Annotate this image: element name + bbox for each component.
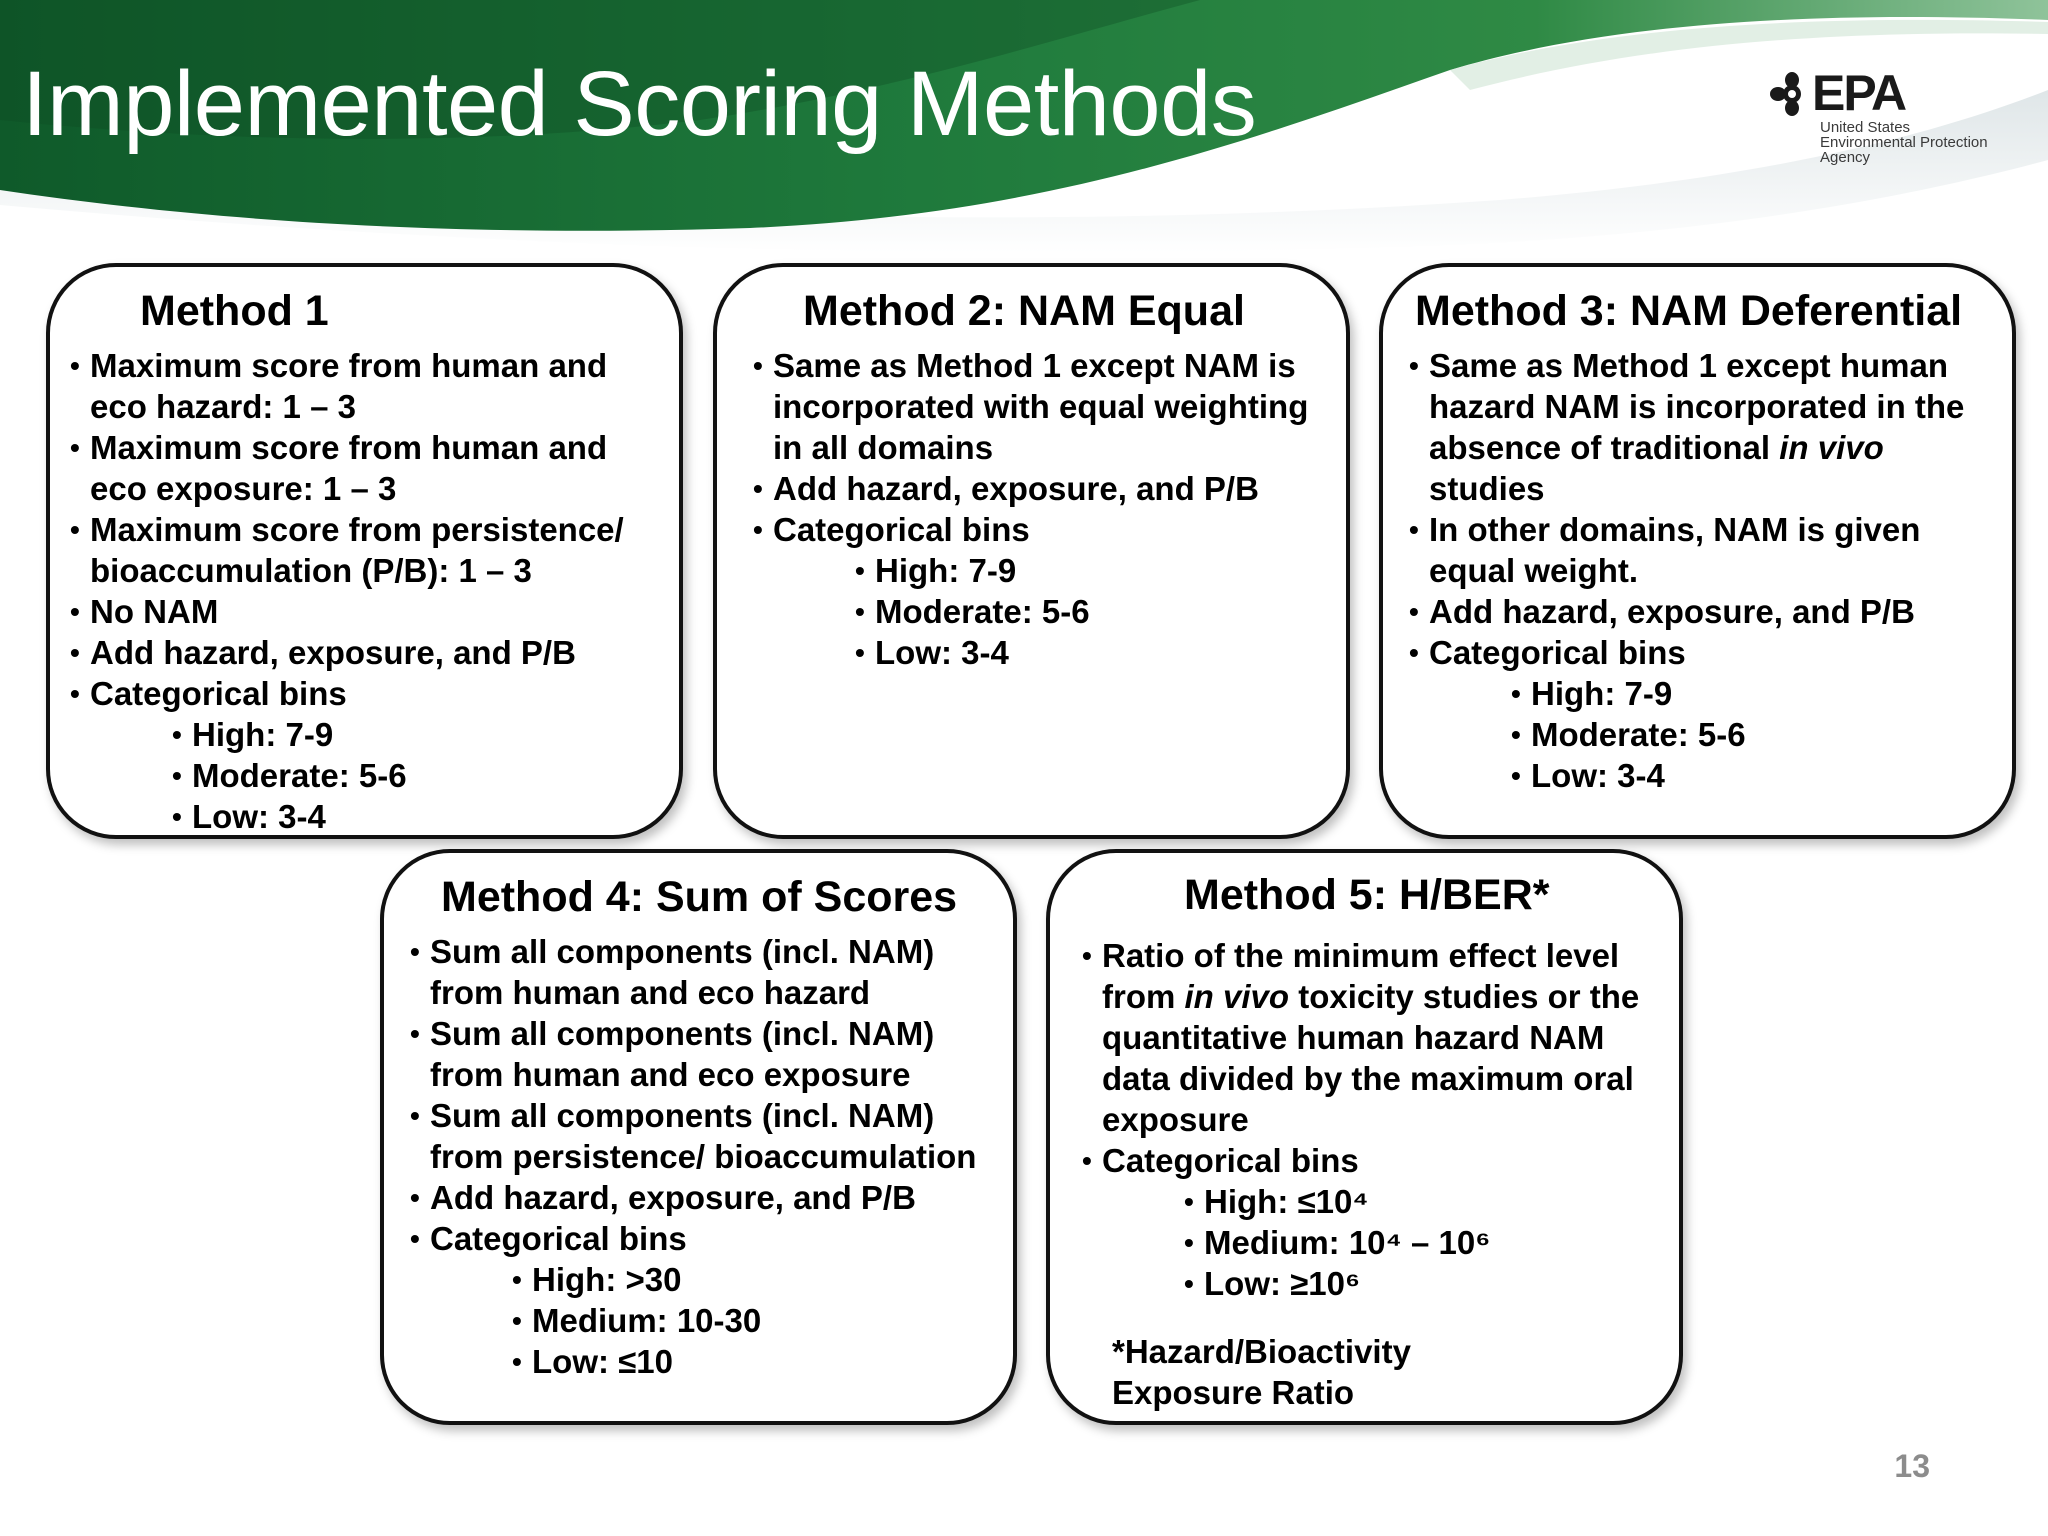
- sub-bullet: • High: 7-9: [855, 550, 1343, 591]
- method-5-title: Method 5: H/BER*: [1184, 871, 1550, 919]
- bullet: • Sum all components (incl. NAM) from persistence/ bioaccumulation: [410, 1095, 1010, 1177]
- method-2-box: [713, 263, 1350, 839]
- epa-flower-icon: [1770, 72, 1814, 116]
- bullet: • Categorical bins: [410, 1218, 1010, 1259]
- page-number: 13: [1894, 1448, 1930, 1484]
- slide-title: Implemented Scoring Methods: [22, 53, 1257, 155]
- sub-bullet: • Medium: 10-30: [512, 1300, 1010, 1341]
- method-1-bullets: [70, 345, 670, 837]
- bullet: • Maximum score from human and eco hazard: 1 – 3: [70, 345, 670, 427]
- sub-bullet: • High: 7-9: [1511, 673, 1999, 714]
- bullet: • Categorical bins: [753, 509, 1343, 550]
- sub-bullet: • Low: 3-4: [172, 796, 670, 837]
- epa-line-3: Agency: [1820, 149, 1871, 166]
- bullet: • Maximum score from human and eco exposure: 1 – 3: [70, 427, 670, 509]
- sub-bullet: • High: ≤10⁴: [1184, 1181, 1662, 1222]
- bullet-text: studies: [1429, 470, 1545, 507]
- sub-bullet: • Moderate: 5-6: [855, 591, 1343, 632]
- epa-line-2: Environmental Protection: [1820, 134, 1988, 151]
- bullet: • Categorical bins: [1409, 632, 1999, 673]
- sub-bullet: • Low: ≥10⁶: [1184, 1263, 1662, 1304]
- epa-wordmark: EPA: [1812, 65, 1906, 121]
- method-4-title: Method 4: Sum of Scores: [441, 873, 958, 921]
- method-1-box: [46, 263, 683, 839]
- method-2-title: Method 2: NAM Equal: [803, 287, 1245, 335]
- method-3-bullets: [1409, 345, 1999, 796]
- method-3-box: [1379, 263, 2016, 839]
- in-vivo-italic: in vivo: [1779, 429, 1884, 466]
- bullet-text: toxicity studies or the quantitative human hazard NAM data divided by the maximum oral exposure: [1102, 978, 1640, 1138]
- bullet-text: Same as Method 1 except human hazard NAM is incorporated in the absence of traditional: [1429, 347, 1965, 466]
- sub-bullet: • High: >30: [512, 1259, 1010, 1300]
- method-5-footnote: *Hazard/Bioactivity Exposure Ratio: [1112, 1333, 1411, 1411]
- method-4-bullets: [410, 931, 1010, 1382]
- epa-logo: [1770, 65, 2010, 170]
- bullet: • Add hazard, exposure, and P/B: [70, 632, 670, 673]
- bullet: • Add hazard, exposure, and P/B: [410, 1177, 1010, 1218]
- bullet: • Add hazard, exposure, and P/B: [753, 468, 1343, 509]
- bullet: • Categorical bins: [1082, 1140, 1662, 1181]
- in-vivo-italic: in vivo: [1184, 978, 1290, 1015]
- method-5-bullets: [1082, 935, 1662, 1304]
- bullet: • Sum all components (incl. NAM) from human and eco exposure: [410, 1013, 1010, 1095]
- bullet: • Sum all components (incl. NAM) from human and eco hazard: [410, 931, 1010, 1013]
- sub-bullet: • High: 7-9: [172, 714, 670, 755]
- bullet: • No NAM: [70, 591, 670, 632]
- bullet: [1409, 345, 1999, 509]
- sub-bullet: • Moderate: 5-6: [172, 755, 670, 796]
- bullet-text: Ratio of the minimum effect level from: [1102, 937, 1620, 1015]
- sub-bullet: • Moderate: 5-6: [1511, 714, 1999, 755]
- bullet: [1082, 935, 1662, 1140]
- sub-bullet: • Low: 3-4: [1511, 755, 1999, 796]
- bullet: • Categorical bins: [70, 673, 670, 714]
- method-4-box: [380, 849, 1017, 1425]
- bullet: • Maximum score from persistence/ bioaccumulation (P/B): 1 – 3: [70, 509, 670, 591]
- sub-bullet: • Low: ≤10: [512, 1341, 1010, 1382]
- bullet: • In other domains, NAM is given equal weight.: [1409, 509, 1999, 591]
- sub-bullet: • Low: 3-4: [855, 632, 1343, 673]
- method-2-bullets: [753, 345, 1343, 673]
- method-1-title: Method 1: [140, 287, 329, 335]
- epa-line-1: United States: [1820, 119, 1911, 136]
- bullet: • Same as Method 1 except NAM is incorporated with equal weighting in all domains: [753, 345, 1343, 468]
- method-5-box: [1046, 849, 1683, 1425]
- method-3-title: Method 3: NAM Deferential: [1415, 287, 1963, 335]
- bullet: • Add hazard, exposure, and P/B: [1409, 591, 1999, 632]
- sub-bullet: • Medium: 10⁴ – 10⁶: [1184, 1222, 1662, 1263]
